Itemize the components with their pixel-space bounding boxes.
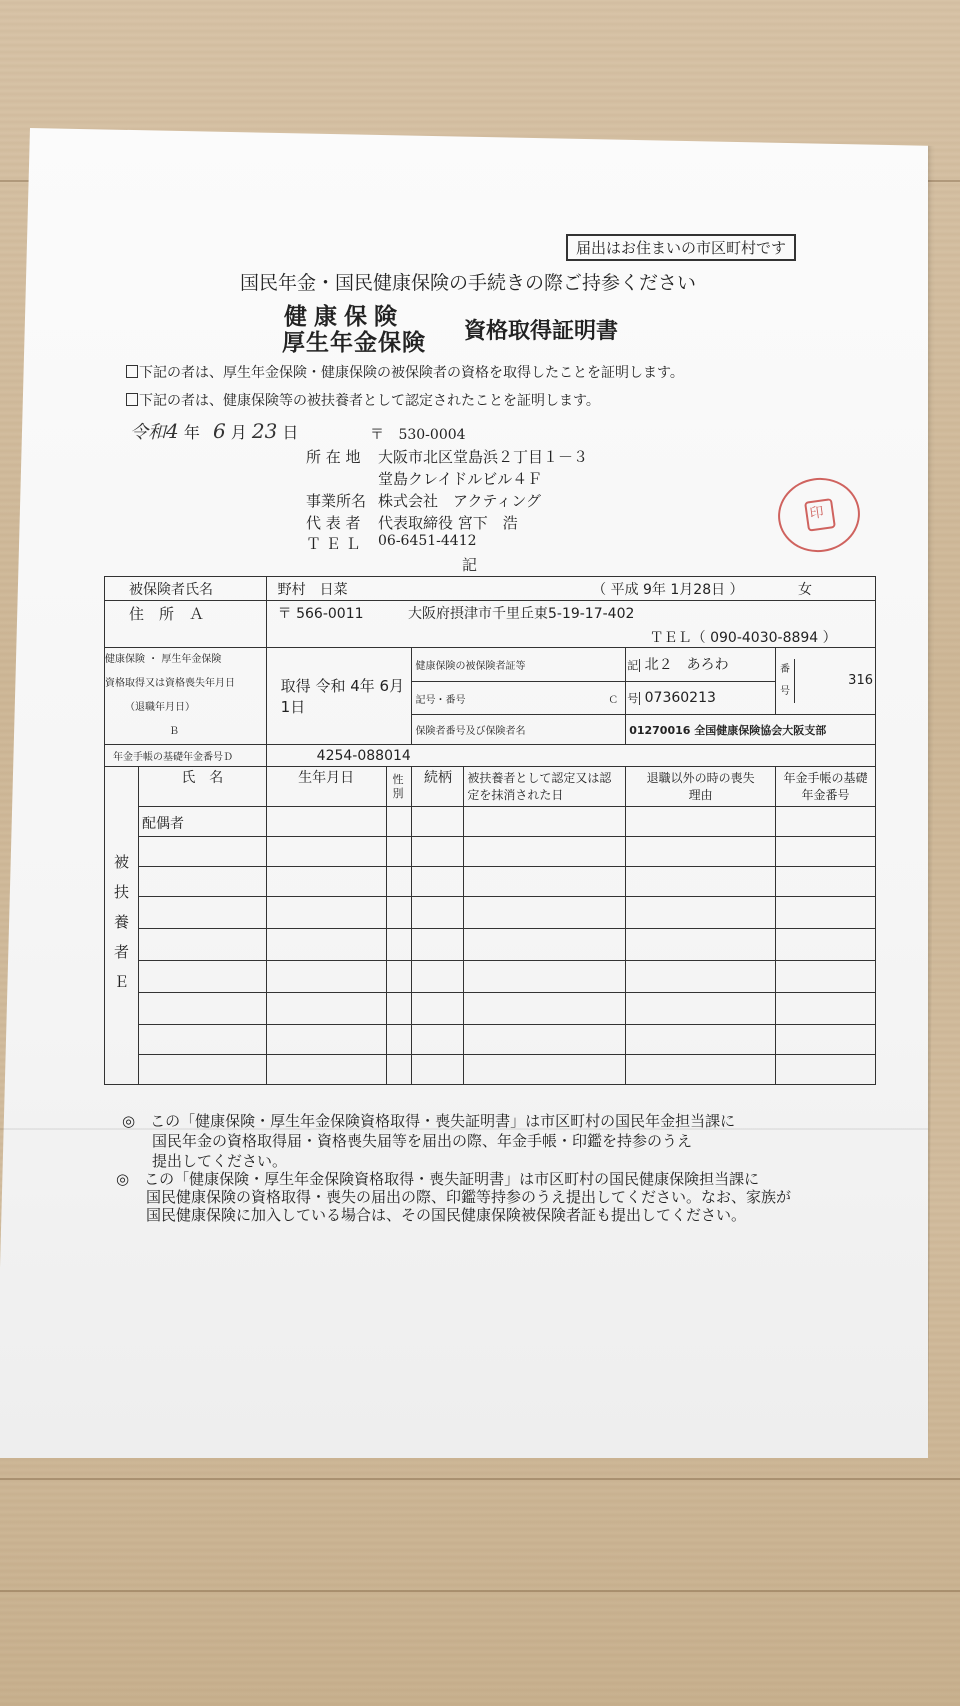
table-cell xyxy=(266,867,386,897)
name-label: 被保険者氏名 xyxy=(105,577,267,601)
table-row xyxy=(105,929,876,961)
note-line-1: ◎ この「健康保険・厚生年金保険資格取得・喪失証明書」は市区町村の国民年金担当課に xyxy=(122,1112,736,1130)
dep-side-3: 養 xyxy=(113,913,129,931)
table-cell xyxy=(138,1055,266,1085)
table-cell xyxy=(464,1025,626,1055)
name-cell xyxy=(266,577,875,601)
table-cell xyxy=(412,993,464,1025)
dep-header-pension: 年金手帳の基礎年金番号 xyxy=(776,767,876,807)
table-row xyxy=(105,1055,876,1085)
dep-side-2: 扶 xyxy=(113,883,129,901)
table-cell xyxy=(266,1055,386,1085)
employer-office: 株式会社 アクティング xyxy=(378,492,542,510)
pension-no: 4254-088014 xyxy=(266,745,875,767)
table-cell xyxy=(412,1025,464,1055)
table-cell xyxy=(266,929,386,961)
checkbox-icon xyxy=(126,393,138,406)
employer-rep-label: 代 表 者 xyxy=(306,514,361,532)
date-month-unit: 月 xyxy=(230,423,247,442)
table-cell xyxy=(776,807,876,837)
title-line2: 厚生年金保険 xyxy=(282,329,426,356)
employer-address1: 大阪市北区堂島浜２丁目１－３ xyxy=(378,448,589,466)
table-cell xyxy=(776,993,876,1025)
dependents-side-label xyxy=(105,767,139,1085)
table-cell xyxy=(386,807,412,837)
date-era: 令和 xyxy=(130,422,166,443)
intro-text: 国民年金・国民健康保険の手続きの際ご持参ください xyxy=(240,272,697,294)
title-line1: 健康保険 xyxy=(284,303,404,330)
table-cell xyxy=(626,1055,776,1085)
card-no-label-2: 号 xyxy=(780,686,791,698)
dep-side-4: 者 xyxy=(113,943,129,961)
table-cell xyxy=(138,993,266,1025)
table-cell xyxy=(138,961,266,993)
employer-postal xyxy=(370,424,466,444)
table-cell xyxy=(266,837,386,867)
table-cell xyxy=(776,837,876,867)
table-cell xyxy=(138,1025,266,1055)
employer-tel-label: Ｔ Ｅ Ｌ xyxy=(306,535,361,553)
issue-date xyxy=(130,418,298,444)
acq-label2: 資格取得又は資格喪失年月日 xyxy=(105,678,235,689)
acq-label1: 健康保険 ・ 厚生年金保険 xyxy=(105,654,222,665)
notice-box: 届出はお住まいの市区町村です xyxy=(566,234,796,261)
table-cell xyxy=(266,1025,386,1055)
table-cell xyxy=(464,1055,626,1085)
insured-tel: ＴＥＬ（ 090-4030-8894 ） xyxy=(649,630,837,646)
table-cell xyxy=(412,961,464,993)
date-year-unit: 年 xyxy=(183,423,200,442)
table-cell xyxy=(464,867,626,897)
certificate-table xyxy=(104,576,876,1085)
insured-name: 野村 日菜 xyxy=(277,581,348,598)
card-insured-no: 07360213 xyxy=(644,690,716,706)
note-line-2: 国民年金の資格取得届・資格喪失届等を届出の際、年金手帳・印鑑を持参のうえ xyxy=(152,1132,693,1150)
note-line-3: 提出してください。 xyxy=(152,1152,288,1170)
table-cell xyxy=(266,807,386,837)
table-cell xyxy=(138,867,266,897)
employer-postal-code: 530-0004 xyxy=(398,427,466,443)
note-line-5: 国民健康保険の資格取得・喪失の届出の際、印鑑等持参のうえ提出してください。なお、家族が xyxy=(146,1188,792,1206)
insurer-value: 01270016 全国健康保険協会大阪支部 xyxy=(626,715,876,745)
card-label: 健康保険の被保険者証等 xyxy=(412,648,626,682)
dep-header-relation: 続柄 xyxy=(412,767,464,807)
check-row-2 xyxy=(126,390,600,410)
table-cell xyxy=(776,961,876,993)
check-row-1 xyxy=(126,362,684,382)
table-cell xyxy=(412,807,464,837)
dep-header-birth: 生年月日 xyxy=(266,767,386,807)
table-cell xyxy=(464,837,626,867)
postal-mark-icon: 〒 xyxy=(370,427,384,443)
date-day: 23 xyxy=(251,419,278,443)
acq-label3: （退職年月日） xyxy=(125,702,195,713)
date-month: 6 xyxy=(212,419,226,443)
employer-rep: 代表取締役 宮下 浩 xyxy=(378,514,518,532)
table-cell xyxy=(138,897,266,929)
dep-header-name: 氏 名 xyxy=(138,767,266,807)
dep-header-reason: 退職以外の時の喪失理由 xyxy=(626,767,776,807)
table-cell xyxy=(776,897,876,929)
table-row xyxy=(105,897,876,929)
table-cell xyxy=(412,1055,464,1085)
table-cell xyxy=(626,837,776,867)
table-cell xyxy=(386,1055,412,1085)
table-cell xyxy=(464,897,626,929)
employer-office-label: 事業所名 xyxy=(306,492,367,510)
table-cell xyxy=(386,867,412,897)
table-cell xyxy=(626,897,776,929)
employer-tel: 06-6451-4412 xyxy=(378,533,477,549)
card-sub-label: 記号・番号 xyxy=(415,694,466,706)
insurer-label: 保険者番号及び保険者名 xyxy=(412,715,626,745)
dep-side-1: 被 xyxy=(113,853,129,871)
table-cell xyxy=(386,993,412,1025)
table-cell xyxy=(412,837,464,867)
seal-text: 印 xyxy=(808,504,825,523)
card-no-label xyxy=(776,659,795,703)
card-no: 316 xyxy=(848,673,873,689)
employer-address2: 堂島クレイドルビル４Ｆ xyxy=(378,470,543,488)
table-cell xyxy=(626,1025,776,1055)
card-ki: 記 xyxy=(627,659,639,673)
table-cell xyxy=(386,1025,412,1055)
table-cell xyxy=(776,929,876,961)
dep-side-5: Ｅ xyxy=(113,973,129,991)
address-line xyxy=(270,601,872,623)
check1-text: 下記の者は、厚生年金保険・健康保険の被保険者の資格を取得したことを証明します。 xyxy=(139,365,684,381)
address-label: 住 所 Ａ xyxy=(105,601,267,648)
table-row xyxy=(105,993,876,1025)
table-cell xyxy=(776,1055,876,1085)
address-postal: 〒 566-0011 xyxy=(277,606,364,622)
table-cell xyxy=(266,897,386,929)
ki-mark: 記 xyxy=(462,556,478,574)
note-line-6: 国民健康保険に加入している場合は、その国民健康保険被保険者証も提出してください。 xyxy=(146,1206,747,1224)
table-row xyxy=(105,867,876,897)
pension-label: 年金手帳の基礎年金番号Ｄ xyxy=(105,745,267,767)
table-cell xyxy=(626,993,776,1025)
card-sub-cell xyxy=(412,681,626,715)
table-cell xyxy=(776,1025,876,1055)
table-row xyxy=(105,1025,876,1055)
table-cell xyxy=(464,993,626,1025)
dep-header-sex: 性別 xyxy=(386,767,412,807)
table-row xyxy=(105,961,876,993)
table-cell xyxy=(412,867,464,897)
checkbox-checked-icon xyxy=(126,365,138,378)
card-symbol-cell xyxy=(626,648,776,682)
table-cell xyxy=(464,807,626,837)
table-cell xyxy=(386,897,412,929)
table-cell xyxy=(412,929,464,961)
table-cell xyxy=(386,929,412,961)
date-year: 4 xyxy=(166,419,179,443)
dep-header-date: 被扶養者として認定又は認定を抹消された日 xyxy=(464,767,626,807)
table-cell xyxy=(266,993,386,1025)
card-no-label-1: 番 xyxy=(780,664,791,676)
acq-label-b: Ｂ xyxy=(169,726,179,737)
card-no-cell xyxy=(776,648,876,715)
title-suffix: 資格取得証明書 xyxy=(464,318,619,344)
date-day-unit: 日 xyxy=(282,423,299,442)
card-symbol: 北２ あろわ xyxy=(644,657,729,674)
acq-label3-row xyxy=(105,696,263,744)
table-cell xyxy=(626,807,776,837)
table-cell xyxy=(626,961,776,993)
table-cell xyxy=(464,961,626,993)
table-cell xyxy=(386,961,412,993)
table-cell xyxy=(626,867,776,897)
insured-birth: （ 平成 9年 1月28日 ） xyxy=(592,581,744,598)
card-go: 号 xyxy=(627,692,639,705)
table-cell xyxy=(138,929,266,961)
table-row xyxy=(105,837,876,867)
card-c-label: Ｃ xyxy=(608,694,619,706)
insured-gender: 女 xyxy=(798,581,813,598)
dep-first-name: 配偶者 xyxy=(138,807,266,837)
acq-value: 取得 令和 4年 6月 1日 xyxy=(266,648,412,745)
table-cell xyxy=(266,961,386,993)
acq-label-cell xyxy=(105,648,267,745)
card-insured-no-cell xyxy=(626,681,776,715)
table-cell xyxy=(464,929,626,961)
table-cell xyxy=(386,837,412,867)
table-cell xyxy=(776,867,876,897)
table-cell xyxy=(412,897,464,929)
table-cell xyxy=(138,837,266,867)
address-text: 大阪府摂津市千里丘東5-19-17-402 xyxy=(407,606,635,622)
table-cell xyxy=(626,929,776,961)
employer-address-label: 所 在 地 xyxy=(306,448,361,466)
address-cell xyxy=(266,601,875,648)
note-line-4: ◎ この「健康保険・厚生年金保険資格取得・喪失証明書」は市区町村の国民健康保険担当課に xyxy=(116,1170,760,1188)
check2-text: 下記の者は、健康保険等の被扶養者として認定されたことを証明します。 xyxy=(139,393,600,409)
